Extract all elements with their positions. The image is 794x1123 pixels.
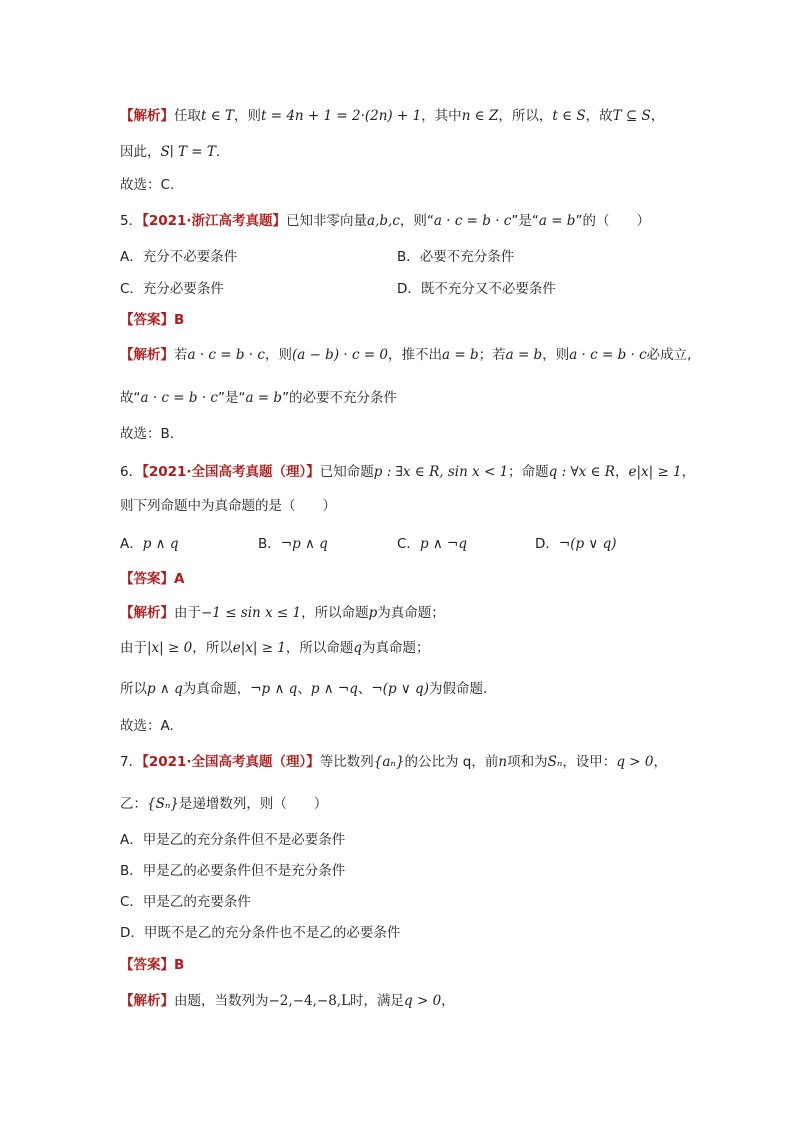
answer-value: B (174, 312, 185, 328)
question-6: 6．【2021·全国高考真题（理）】已知命题p : ∃x ∈ R, sin x < 1；命题q : ∀x ∈ R，e|x| ≥ 1， (120, 464, 696, 480)
question-6-line-2: 则下列命题中为真命题的是（ ） (120, 498, 336, 514)
option-d: D．¬(p ∨ q) (535, 536, 617, 552)
answer-tag: 【答案】 (120, 312, 174, 328)
choose-line: 故选：B. (120, 426, 175, 442)
option-c: C．p ∧ ¬q (397, 536, 467, 552)
analysis-line: 所以p ∧ q为真命题，¬p ∧ q、p ∧ ¬q、¬(p ∨ q)为假命题. (120, 681, 488, 697)
answer-line (120, 569, 184, 589)
analysis-line: 故“a · c = b · c”是“a = b”的必要不充分条件 (120, 390, 398, 406)
analysis-line: 由于|x| ≥ 0，所以e|x| ≥ 1，所以命题q为真命题； (120, 640, 430, 656)
answer-value: A (174, 571, 185, 587)
answer-tag: 【答案】 (120, 957, 174, 973)
question-7: 7．【2021·全国高考真题（理）】等比数列{aₙ}的公比为 q，前n项和为Sₙ，设甲：q > 0， (120, 754, 667, 770)
analysis-tag: 【解析】 (120, 605, 174, 621)
analysis-line-2: 因此，S∣ T = T. (120, 144, 221, 160)
analysis-tag: 【解析】 (120, 347, 174, 363)
option-d: D．甲既不是乙的充分条件也不是乙的必要条件 (120, 925, 401, 941)
question-5: 5．【2021·浙江高考真题】已知非零向量a,b,c，则“a · c = b · c”是“a = b”的（ ） (120, 213, 650, 229)
option-b: B．必要不充分条件 (397, 249, 515, 265)
choose-line: 故选：C. (120, 177, 175, 193)
answer-value: B (174, 957, 185, 973)
question-source: 【2021·浙江高考真题】 (142, 213, 287, 229)
option-b: B．¬p ∧ q (258, 536, 328, 552)
choose-line: 故选：A. (120, 718, 174, 734)
analysis-line: 【解析】由题，当数列为−2,−4,−8,L时，满足q > 0， (120, 993, 455, 1009)
option-a: A．甲是乙的充分条件但不是必要条件 (120, 832, 346, 848)
answer-line (120, 310, 184, 330)
analysis-line: 【解析】若a · c = b · c，则(a − b) · c = 0，推不出a = b；若a = b，则a · c = b · c必成立, (120, 347, 692, 363)
option-c: C．充分必要条件 (120, 281, 224, 297)
option-a: A．充分不必要条件 (120, 249, 238, 265)
option-c: C．甲是乙的充要条件 (120, 894, 251, 910)
question-source: 【2021·全国高考真题（理）】 (142, 464, 320, 480)
answer-line (120, 955, 184, 975)
option-d: D．既不充分又不必要条件 (397, 281, 556, 297)
question-source: 【2021·全国高考真题（理）】 (142, 754, 320, 770)
analysis-tag: 【解析】 (120, 993, 174, 1009)
question-7-line-2: 乙：{Sₙ}是递增数列，则（ ） (120, 796, 328, 812)
option-a: A．p ∧ q (120, 536, 179, 552)
answer-tag: 【答案】 (120, 571, 174, 587)
analysis-line-1: 【解析】任取t ∈ T，则t = 4n + 1 = 2·(2n) + 1，其中n ∈ Z，所以，t ∈ S，故T ⊆ S， (120, 108, 665, 124)
analysis-tag: 【解析】 (120, 108, 174, 124)
option-b: B．甲是乙的必要条件但不是充分条件 (120, 863, 346, 879)
analysis-line: 【解析】由于−1 ≤ sin x ≤ 1，所以命题p为真命题； (120, 605, 445, 621)
